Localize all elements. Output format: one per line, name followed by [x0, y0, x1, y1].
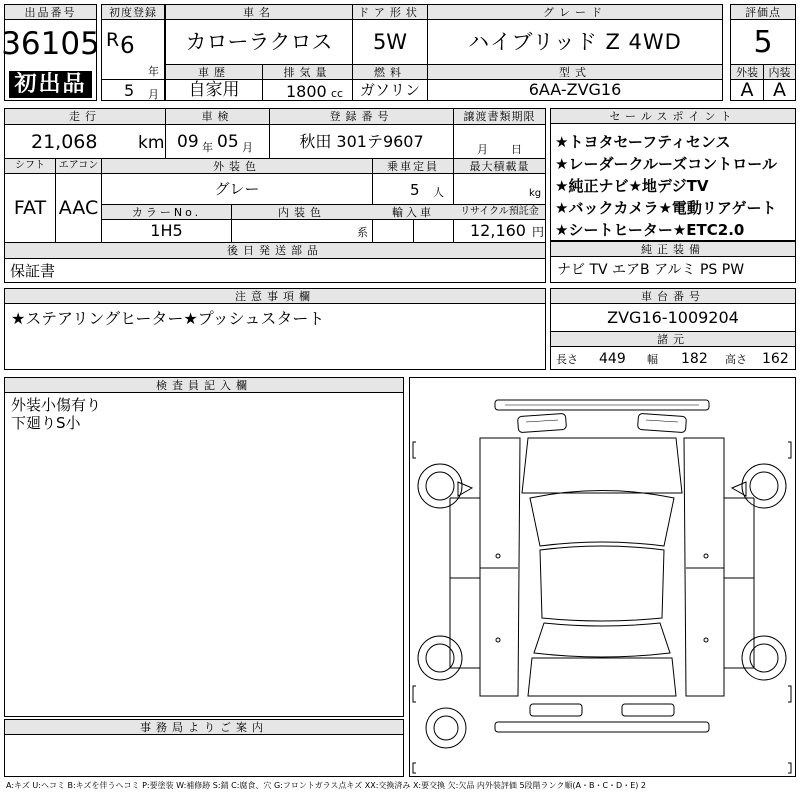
grade: ハイブリッド Z 4WD	[468, 30, 682, 54]
interior-color-unit: 系	[357, 226, 368, 239]
history-label: 車歴	[198, 65, 230, 79]
notes-label: 注意事項欄	[5, 289, 545, 304]
equipment-label: 純正装備	[551, 242, 795, 257]
inspection-label: 車検	[201, 110, 234, 123]
door-type: 5W	[372, 30, 408, 54]
year-unit: 年	[148, 65, 159, 78]
height-value: 162	[762, 351, 789, 367]
exterior-label: 外装	[736, 65, 758, 79]
later-parts-item: 保証書	[10, 262, 56, 280]
seats-unit: 人	[433, 186, 444, 199]
sales-point-item: ★純正ナビ★地デジTV	[555, 177, 709, 195]
inspection-year: 09	[177, 132, 199, 152]
inspection-month: 05	[217, 132, 239, 152]
sales-point-item: ★トヨタセーフティセンス	[555, 133, 731, 151]
lot-box	[1, 4, 100, 101]
displacement-label: 排気量	[283, 65, 332, 79]
notes-text: ★ステアリングヒーター★プッシュスタート	[11, 309, 325, 328]
model-label: 型式	[559, 65, 591, 79]
office-box	[4, 719, 404, 777]
score-label: 評価点	[731, 5, 795, 20]
exterior-color: グレー	[214, 179, 260, 198]
displacement-unit: cc	[331, 87, 344, 100]
overall-score: 5	[753, 24, 773, 60]
inspector-note: 下廻りS小	[11, 414, 81, 432]
reg-year: 6	[120, 33, 135, 59]
month-unit: 月	[148, 88, 159, 101]
mileage-label: 走行	[69, 110, 101, 123]
sales-points-box	[550, 108, 796, 241]
length-value: 449	[599, 351, 626, 367]
color-no-label: カラーNo.	[131, 205, 202, 219]
office-label: 事務局よりご案内	[5, 720, 403, 735]
chassis-number: ZVG16-1009204	[607, 308, 739, 327]
sales-point-item: ★バックカメラ★電動リアゲート	[555, 199, 777, 217]
registration-plate: 秋田 301テ9607	[299, 131, 424, 151]
lot-label: 出品番号	[5, 5, 96, 20]
inspector-box	[4, 377, 404, 717]
damage-legend: A:キズ U:ヘコミ B:キズを伴うヘコミ P:要塗装 W:補修跡 S:錆 C:腐食、穴 G:フロントガラス点キズ XX:交換済み X:要交換 欠:欠品 内外装評価 5段階ランク順(A・B・C・D・E) 2	[6, 781, 647, 790]
exterior-grade: A	[740, 78, 754, 101]
car-name-label: 車名	[166, 5, 352, 20]
recycle-label: リサイクル預託金	[460, 206, 539, 217]
seats-label: 乗車定員	[387, 159, 439, 173]
load-unit: kg	[529, 188, 542, 199]
details-box	[4, 108, 546, 283]
interior-color-label: 内装色	[278, 205, 326, 219]
sales-point-item: ★レーダークルーズコントロール	[555, 155, 777, 173]
registration-box	[101, 4, 165, 101]
sales-point-item: ★シートヒーター★ETC2.0	[555, 221, 745, 239]
inspector-label: 検査員記入欄	[5, 378, 403, 393]
color-label: 外装色	[213, 159, 261, 173]
air-conditioner: AAC	[58, 196, 99, 219]
mileage: 21,068	[31, 131, 98, 153]
first-listing-badge: 初出品	[9, 71, 92, 98]
transfer-label: 譲渡書類期限	[463, 110, 536, 123]
car-name: カローラクロス	[185, 30, 333, 54]
height-label: 高さ	[725, 353, 747, 366]
reg-label: 初度登録	[102, 5, 164, 20]
sales-points-label: セールスポイント	[551, 109, 795, 124]
load-label: 最大積載量	[469, 159, 530, 173]
width-value: 182	[681, 351, 708, 367]
chassis-label: 車台番号	[551, 289, 795, 304]
import-label: 輸入車	[392, 205, 434, 219]
length-label: 長さ	[556, 353, 578, 366]
fuel: ガソリン	[359, 80, 420, 99]
door-label: ドア形状	[353, 5, 427, 20]
spec-label: 諸元	[657, 332, 689, 346]
chassis-box	[550, 288, 796, 370]
recycle-amount: 12,160	[470, 221, 526, 240]
displacement: 1800	[286, 82, 327, 101]
history: 自家用	[188, 79, 240, 100]
seats: 5	[410, 181, 420, 199]
equipment-box	[550, 241, 796, 283]
equipment-items: ナビ TV エアB アルミ PS PW	[557, 262, 745, 278]
inspection-year-unit: 年	[202, 141, 213, 154]
shift-label: シフト	[15, 160, 45, 171]
vehicle-info-box	[165, 4, 723, 101]
inspector-note: 外装小傷有り	[11, 396, 102, 414]
color-number: 1H5	[150, 221, 183, 240]
car-outline-diagram	[410, 378, 795, 776]
width-label: 幅	[647, 353, 658, 366]
era: R	[106, 29, 120, 51]
recycle-unit: 円	[532, 225, 545, 239]
interior-label: 内装	[768, 65, 791, 79]
ac-label: エアコン	[58, 160, 99, 171]
interior-grade: A	[773, 78, 786, 101]
lot-number: 36105	[1, 25, 100, 62]
shift: FAT	[13, 196, 47, 219]
notes-box	[4, 288, 546, 370]
later-parts-label: 後日発送部品	[227, 244, 323, 257]
reg-month: 5	[124, 81, 135, 100]
grade-label: グレード	[428, 5, 722, 20]
transfer-day-unit: 日	[511, 143, 522, 156]
mileage-unit: km	[138, 133, 165, 153]
transfer-month-unit: 月	[477, 143, 488, 156]
model-code: 6AA-ZVG16	[528, 80, 622, 99]
damage-diagram-box	[409, 377, 796, 777]
fuel-label: 燃料	[374, 65, 406, 79]
score-box	[730, 4, 796, 101]
inspection-month-unit: 月	[242, 141, 253, 154]
plate-label: 登録番号	[329, 110, 394, 123]
